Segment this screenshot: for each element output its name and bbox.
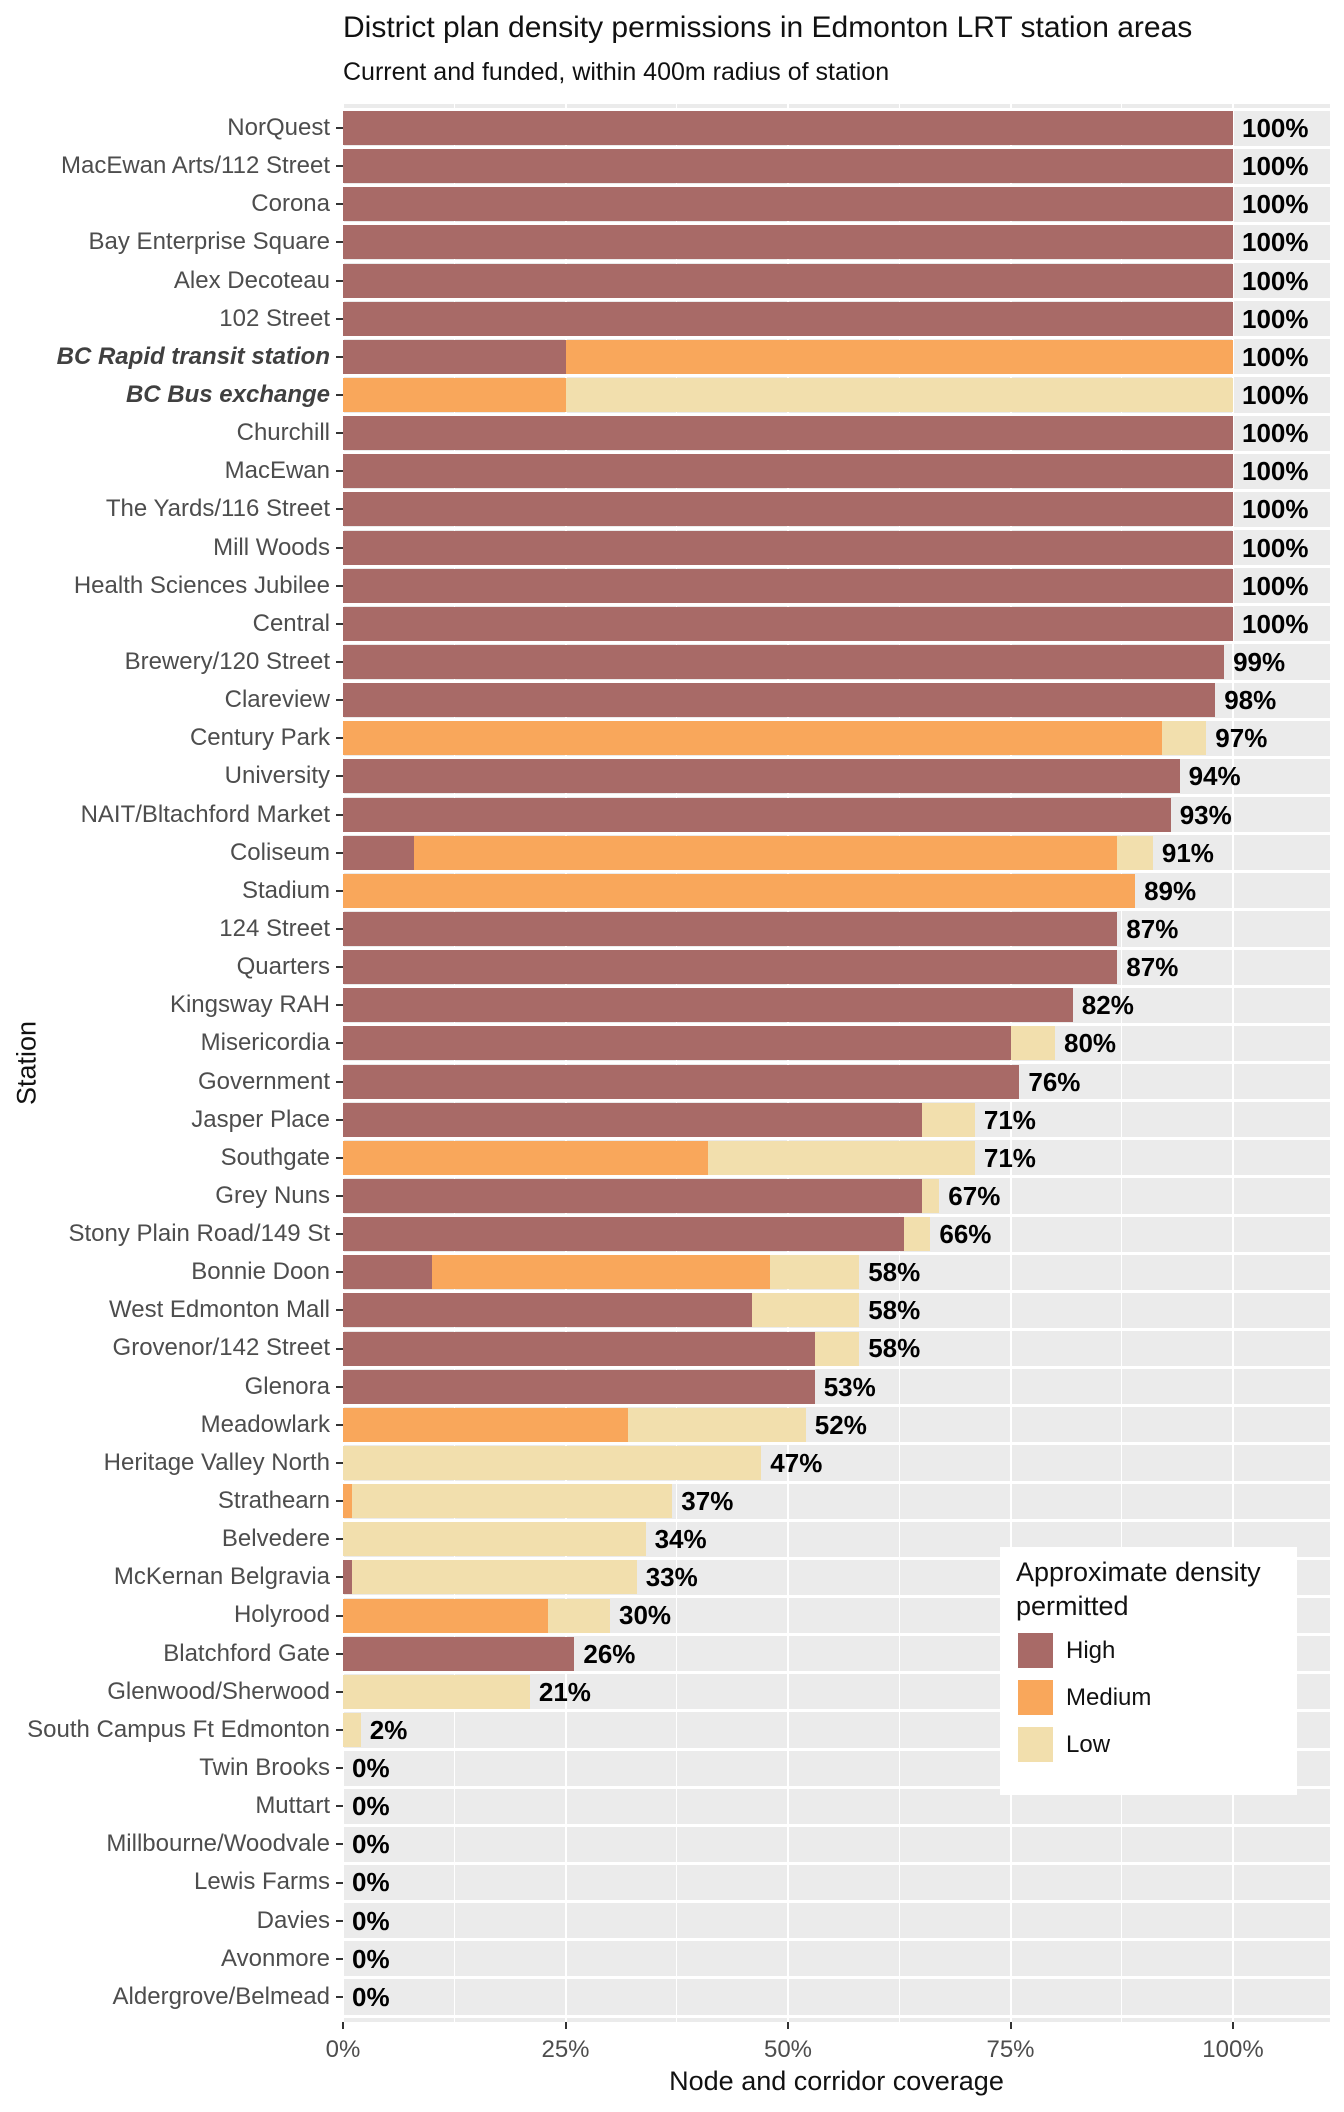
bar-value-label: 100% bbox=[1242, 341, 1309, 372]
bar-value-label: 100% bbox=[1242, 265, 1309, 296]
bar-segment-high bbox=[343, 492, 1233, 526]
bar-value-label: 100% bbox=[1242, 532, 1309, 563]
bar-value-label: 71% bbox=[983, 1142, 1036, 1173]
bar-segment-high bbox=[343, 645, 1224, 679]
bar-segment-high bbox=[343, 1026, 1011, 1060]
bar-value-label: 34% bbox=[654, 1524, 707, 1555]
bar-value-label: 0% bbox=[352, 1905, 390, 1936]
station-label: Kingsway RAH bbox=[169, 991, 330, 1019]
h-gridline bbox=[343, 1938, 1330, 1941]
bar-segment-high bbox=[343, 1293, 752, 1327]
bar-segment-medium bbox=[343, 1599, 548, 1633]
bar-value-label: 87% bbox=[1126, 913, 1179, 944]
bar-segment-low bbox=[1162, 721, 1207, 755]
h-gridline bbox=[343, 108, 1330, 111]
h-gridline bbox=[343, 1061, 1330, 1064]
bar-segment-high bbox=[343, 988, 1073, 1022]
bar-segment-medium bbox=[432, 1255, 770, 1289]
bar-segment-high bbox=[343, 531, 1233, 565]
y-tick bbox=[336, 890, 343, 892]
bar-value-label: 100% bbox=[1242, 379, 1309, 410]
bar-value-label: 100% bbox=[1242, 608, 1309, 639]
bar-value-label: 30% bbox=[619, 1600, 672, 1631]
x-tick-label: 25% bbox=[541, 2036, 590, 2063]
bar-segment-high bbox=[343, 1560, 352, 1594]
bar-segment-low bbox=[770, 1255, 859, 1289]
h-gridline bbox=[343, 1175, 1330, 1178]
y-tick bbox=[336, 394, 343, 396]
h-gridline bbox=[343, 222, 1330, 225]
station-label: 124 Street bbox=[219, 914, 330, 942]
station-label: West Edmonton Mall bbox=[109, 1296, 330, 1324]
bar-segment-low bbox=[752, 1293, 859, 1327]
h-gridline bbox=[343, 1824, 1330, 1827]
x-tick-label: 0% bbox=[325, 2036, 361, 2063]
station-label: Aldergrove/Belmead bbox=[112, 1982, 330, 2010]
h-gridline bbox=[343, 947, 1330, 950]
bar-segment-high bbox=[343, 1255, 432, 1289]
station-label: Glenora bbox=[244, 1372, 330, 1400]
y-tick bbox=[336, 1195, 343, 1197]
legend-swatch-low bbox=[1018, 1727, 1053, 1762]
station-label: Bay Enterprise Square bbox=[88, 228, 330, 256]
y-tick bbox=[336, 1042, 343, 1044]
bar-value-label: 37% bbox=[681, 1486, 734, 1517]
y-tick bbox=[336, 1882, 343, 1884]
h-gridline bbox=[343, 374, 1330, 377]
station-label: Southgate bbox=[220, 1143, 330, 1171]
bar-segment-high bbox=[343, 187, 1233, 221]
bar-value-label: 53% bbox=[823, 1371, 876, 1402]
station-label: Mill Woods bbox=[213, 533, 330, 561]
bar-value-label: 0% bbox=[352, 1981, 390, 2012]
y-tick bbox=[336, 241, 343, 243]
bar-value-label: 0% bbox=[352, 1943, 390, 1974]
bar-segment-low bbox=[708, 1141, 975, 1175]
station-label: Millbourne/Woodvale bbox=[106, 1830, 330, 1858]
chart-title: District plan density permissions in Edmonton LRT station areas bbox=[343, 11, 1193, 44]
bar-segment-high bbox=[343, 111, 1233, 145]
y-axis-title: Station bbox=[11, 1020, 42, 1106]
bar-segment-high bbox=[343, 683, 1215, 717]
bar-value-label: 0% bbox=[352, 1791, 390, 1822]
bar-value-label: 2% bbox=[369, 1714, 408, 1745]
bar-segment-medium bbox=[343, 874, 1135, 908]
h-gridline bbox=[343, 565, 1330, 568]
bar-value-label: 33% bbox=[645, 1562, 698, 1593]
y-tick bbox=[336, 1386, 343, 1388]
y-tick bbox=[336, 1958, 343, 1960]
bar-value-label: 98% bbox=[1224, 685, 1277, 716]
station-label: MacEwan Arts/112 Street bbox=[60, 152, 330, 180]
h-gridline bbox=[343, 1328, 1330, 1331]
station-label: Belvedere bbox=[221, 1525, 330, 1553]
bar-segment-high bbox=[343, 798, 1171, 832]
station-label: Churchill bbox=[236, 419, 330, 447]
x-tick-label: 75% bbox=[986, 2036, 1035, 2063]
y-tick bbox=[336, 585, 343, 587]
legend-title bbox=[1016, 1555, 1261, 1623]
bar-value-label: 82% bbox=[1081, 990, 1134, 1021]
h-gridline bbox=[343, 489, 1330, 492]
y-tick bbox=[336, 1805, 343, 1807]
y-tick bbox=[336, 1004, 343, 1006]
legend-item bbox=[1018, 1633, 1278, 1668]
station-label: Quarters bbox=[236, 953, 330, 981]
bar-value-label: 99% bbox=[1233, 646, 1286, 677]
bar-segment-medium bbox=[343, 721, 1162, 755]
y-tick bbox=[336, 1538, 343, 1540]
h-gridline bbox=[343, 451, 1330, 454]
bar-segment-low bbox=[343, 1675, 530, 1709]
station-label: Stony Plain Road/149 St bbox=[68, 1220, 330, 1248]
bar-value-label: 58% bbox=[868, 1333, 921, 1364]
bar-segment-high bbox=[343, 1332, 815, 1366]
bar-segment-high bbox=[343, 1217, 904, 1251]
h-gridline bbox=[343, 1252, 1330, 1255]
bar-segment-high bbox=[343, 569, 1233, 603]
bar-value-label: 100% bbox=[1242, 151, 1309, 182]
station-label: Health Sciences Jubilee bbox=[73, 571, 330, 599]
h-gridline bbox=[343, 1481, 1330, 1484]
y-tick bbox=[336, 470, 343, 472]
bar-segment-medium bbox=[343, 1408, 628, 1442]
bar-segment-high bbox=[343, 912, 1117, 946]
bar-value-label: 94% bbox=[1188, 761, 1241, 792]
x-tick-label: 50% bbox=[763, 2036, 813, 2063]
h-gridline bbox=[343, 298, 1330, 301]
station-label: Grey Nuns bbox=[215, 1181, 330, 1209]
bar-segment-medium bbox=[343, 1484, 352, 1518]
station-label: MacEwan bbox=[224, 457, 330, 485]
station-label: Muttart bbox=[255, 1792, 330, 1820]
bar-value-label: 21% bbox=[538, 1676, 591, 1707]
station-label: NAIT/Bltachford Market bbox=[80, 800, 330, 828]
bar-segment-low bbox=[352, 1560, 637, 1594]
bar-value-label: 100% bbox=[1242, 189, 1309, 220]
y-tick bbox=[336, 661, 343, 663]
legend-item-label: High bbox=[1066, 1637, 1116, 1664]
y-tick bbox=[336, 1691, 343, 1693]
bar-segment-high bbox=[343, 759, 1180, 793]
station-label: Central bbox=[252, 609, 330, 637]
bar-value-label: 67% bbox=[948, 1180, 1001, 1211]
y-tick bbox=[336, 318, 343, 320]
station-label: Holyrood bbox=[233, 1601, 330, 1629]
station-label: McKernan Belgravia bbox=[113, 1563, 330, 1591]
bar-value-label: 0% bbox=[352, 1829, 390, 1860]
y-tick bbox=[336, 280, 343, 282]
bar-value-label: 100% bbox=[1242, 227, 1309, 258]
station-label: Twin Brooks bbox=[199, 1754, 330, 1782]
bar-segment-high bbox=[343, 1370, 815, 1404]
legend-item-label: Low bbox=[1066, 1731, 1111, 1758]
legend bbox=[1000, 1547, 1297, 1795]
x-tick bbox=[565, 2022, 567, 2029]
y-tick bbox=[336, 432, 343, 434]
h-gridline bbox=[343, 527, 1330, 530]
bar-value-label: 100% bbox=[1242, 570, 1309, 601]
x-tick bbox=[342, 2022, 344, 2029]
station-label: Glenwood/Sherwood bbox=[107, 1677, 330, 1705]
bar-segment-high bbox=[343, 454, 1233, 488]
legend-swatch-medium bbox=[1018, 1680, 1053, 1715]
station-label: BC Bus exchange bbox=[125, 380, 330, 408]
bar-segment-low bbox=[1011, 1026, 1056, 1060]
y-tick bbox=[336, 1424, 343, 1426]
y-tick bbox=[336, 966, 343, 968]
h-gridline bbox=[343, 1137, 1330, 1140]
bar-value-label: 100% bbox=[1242, 418, 1309, 449]
y-tick bbox=[336, 852, 343, 854]
bar-value-label: 93% bbox=[1179, 799, 1232, 830]
bar-value-label: 100% bbox=[1242, 303, 1309, 334]
y-tick bbox=[336, 814, 343, 816]
station-label: Jasper Place bbox=[191, 1105, 330, 1133]
bar-segment-low bbox=[343, 1446, 761, 1480]
y-tick bbox=[336, 165, 343, 167]
station-label: Bonnie Doon bbox=[191, 1258, 330, 1286]
y-tick bbox=[336, 1920, 343, 1922]
y-tick bbox=[336, 508, 343, 510]
h-gridline bbox=[343, 336, 1330, 339]
x-tick bbox=[1232, 2022, 1234, 2029]
h-gridline bbox=[343, 146, 1330, 149]
x-axis-title: Node and corridor coverage bbox=[669, 2066, 1004, 2096]
y-tick bbox=[336, 1309, 343, 1311]
y-tick bbox=[336, 1348, 343, 1350]
legend-item-label: Medium bbox=[1066, 1684, 1152, 1711]
bar-segment-low bbox=[548, 1599, 610, 1633]
y-tick bbox=[336, 1462, 343, 1464]
bar-value-label: 52% bbox=[814, 1409, 867, 1440]
h-gridline bbox=[343, 1976, 1330, 1979]
bar-segment-medium bbox=[566, 340, 1234, 374]
y-tick bbox=[336, 1843, 343, 1845]
station-label: Heritage Valley North bbox=[103, 1448, 330, 1476]
bar-segment-high bbox=[343, 1179, 922, 1213]
bar-value-label: 58% bbox=[868, 1295, 921, 1326]
h-gridline bbox=[343, 1099, 1330, 1102]
h-gridline bbox=[343, 2015, 1330, 2018]
y-tick bbox=[336, 775, 343, 777]
station-label: The Yards/116 Street bbox=[105, 495, 330, 523]
bar-segment-high bbox=[343, 1065, 1019, 1099]
station-label: Davies bbox=[256, 1906, 330, 1934]
bar-value-label: 0% bbox=[352, 1753, 390, 1784]
legend-title-line2: permitted bbox=[1016, 1591, 1129, 1621]
y-tick bbox=[336, 1653, 343, 1655]
bar-value-label: 87% bbox=[1126, 952, 1179, 983]
legend-item bbox=[1018, 1680, 1278, 1715]
y-tick bbox=[336, 1996, 343, 1998]
bar-value-label: 100% bbox=[1242, 456, 1309, 487]
station-label: Grovenor/142 Street bbox=[112, 1334, 330, 1362]
station-label: NorQuest bbox=[227, 114, 330, 141]
h-gridline bbox=[343, 641, 1330, 644]
station-label: Clareview bbox=[224, 686, 330, 714]
station-label: Corona bbox=[251, 190, 330, 218]
y-tick bbox=[336, 203, 343, 205]
h-gridline bbox=[343, 1214, 1330, 1217]
bar-segment-low bbox=[904, 1217, 931, 1251]
bar-segment-high bbox=[343, 302, 1233, 336]
bar-value-label: 97% bbox=[1215, 723, 1268, 754]
y-tick bbox=[336, 623, 343, 625]
station-label: South Campus Ft Edmonton bbox=[27, 1715, 330, 1743]
station-label: Avonmore bbox=[221, 1944, 330, 1972]
h-gridline bbox=[343, 1023, 1330, 1026]
y-tick bbox=[336, 1081, 343, 1083]
bar-segment-low bbox=[628, 1408, 806, 1442]
bar-segment-high bbox=[343, 225, 1233, 259]
station-label: Alex Decoteau bbox=[173, 266, 330, 294]
bar-segment-medium bbox=[414, 836, 1117, 870]
y-tick bbox=[336, 737, 343, 739]
bar-segment-high bbox=[343, 1103, 922, 1137]
bar-segment-low bbox=[343, 1522, 646, 1556]
bar-segment-low bbox=[922, 1103, 975, 1137]
station-label: 102 Street bbox=[219, 304, 330, 332]
legend-swatch-high bbox=[1018, 1633, 1053, 1668]
station-label: Blatchford Gate bbox=[163, 1639, 330, 1667]
station-label: Government bbox=[197, 1067, 330, 1095]
h-gridline bbox=[343, 680, 1330, 683]
y-tick bbox=[336, 1119, 343, 1121]
y-tick bbox=[336, 1615, 343, 1617]
bar-segment-high bbox=[343, 1637, 574, 1671]
y-tick bbox=[336, 1576, 343, 1578]
bar-value-label: 26% bbox=[583, 1638, 636, 1669]
bar-segment-low bbox=[566, 378, 1234, 412]
h-gridline bbox=[343, 603, 1330, 606]
y-tick bbox=[336, 1271, 343, 1273]
h-gridline bbox=[343, 1290, 1330, 1293]
h-gridline bbox=[343, 985, 1330, 988]
bar-value-label: 0% bbox=[352, 1867, 390, 1898]
bar-segment-low bbox=[352, 1484, 672, 1518]
y-tick bbox=[336, 1500, 343, 1502]
bar-segment-low bbox=[343, 1713, 361, 1747]
bar-segment-low bbox=[922, 1179, 940, 1213]
y-tick bbox=[336, 356, 343, 358]
bar-segment-high bbox=[343, 836, 414, 870]
bar-value-label: 76% bbox=[1028, 1066, 1081, 1097]
bar-segment-high bbox=[343, 340, 566, 374]
y-axis-labels bbox=[0, 104, 330, 2022]
bar-segment-high bbox=[343, 149, 1233, 183]
bar-segment-low bbox=[815, 1332, 860, 1366]
legend-title-line1: Approximate density bbox=[1016, 1557, 1261, 1587]
h-gridline bbox=[343, 1900, 1330, 1903]
station-label: Lewis Farms bbox=[193, 1868, 330, 1896]
h-gridline bbox=[343, 718, 1330, 721]
y-tick bbox=[336, 1729, 343, 1731]
station-label: Coliseum bbox=[229, 838, 330, 866]
y-tick bbox=[336, 699, 343, 701]
bar-value-label: 100% bbox=[1242, 113, 1309, 143]
x-tick bbox=[787, 2022, 789, 2029]
chart-subtitle: Current and funded, within 400m radius of station bbox=[343, 58, 890, 86]
h-gridline bbox=[343, 1862, 1330, 1865]
y-tick bbox=[336, 1233, 343, 1235]
station-label: Century Park bbox=[189, 724, 330, 752]
station-label: BC Rapid transit station bbox=[56, 342, 330, 370]
h-gridline bbox=[343, 413, 1330, 416]
y-tick bbox=[336, 928, 343, 930]
station-label: Misericordia bbox=[200, 1029, 330, 1057]
bar-segment-medium bbox=[343, 378, 566, 412]
bar-segment-high bbox=[343, 416, 1233, 450]
bar-segment-high bbox=[343, 607, 1233, 641]
station-label: University bbox=[224, 762, 330, 790]
station-label: Strathearn bbox=[217, 1487, 330, 1515]
x-tick-label: 100% bbox=[1202, 2036, 1264, 2063]
bar-value-label: 89% bbox=[1144, 875, 1197, 906]
bar-segment-high bbox=[343, 950, 1117, 984]
station-label: Meadowlark bbox=[200, 1410, 330, 1438]
y-tick bbox=[336, 1157, 343, 1159]
bar-value-label: 91% bbox=[1161, 837, 1214, 868]
bar-value-label: 58% bbox=[868, 1257, 921, 1288]
bar-value-label: 100% bbox=[1242, 494, 1309, 525]
station-label: Stadium bbox=[241, 876, 330, 904]
legend-item bbox=[1018, 1727, 1278, 1762]
bar-segment-high bbox=[343, 264, 1233, 298]
bar-value-label: 71% bbox=[983, 1104, 1036, 1135]
h-gridline bbox=[343, 260, 1330, 263]
bar-value-label: 80% bbox=[1064, 1028, 1117, 1059]
y-tick bbox=[336, 127, 343, 129]
bar-segment-low bbox=[1117, 836, 1153, 870]
bar-value-label: 66% bbox=[939, 1219, 992, 1250]
bar-segment-medium bbox=[343, 1141, 708, 1175]
bar-value-label: 47% bbox=[770, 1447, 823, 1478]
x-tick bbox=[1010, 2022, 1012, 2029]
h-gridline bbox=[343, 756, 1330, 759]
y-tick bbox=[336, 547, 343, 549]
h-gridline bbox=[343, 1519, 1330, 1522]
station-label: Brewery/120 Street bbox=[124, 647, 330, 675]
y-tick bbox=[336, 1767, 343, 1769]
h-gridline bbox=[343, 184, 1330, 187]
